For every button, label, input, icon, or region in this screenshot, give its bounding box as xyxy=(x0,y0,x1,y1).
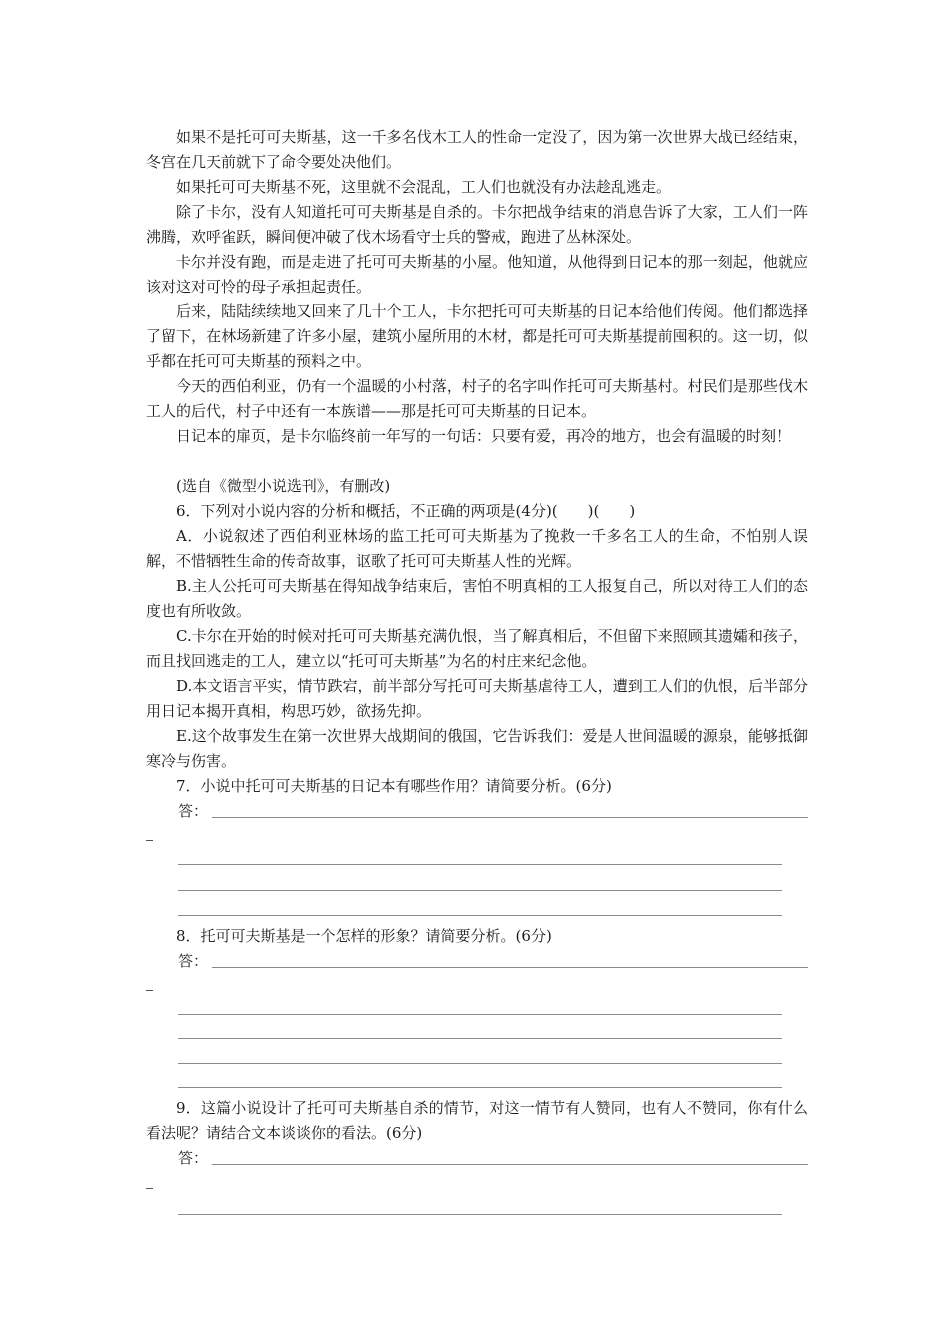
answer-rule xyxy=(212,817,808,818)
answer-blank-line[interactable] xyxy=(178,864,782,865)
story-paragraph: 如果不是托可可夫斯基，这一千多名伐木工人的性命一定没了，因为第一次世界大战已经结束，冬宫在几天前就下了命令要处决他们。 xyxy=(146,128,808,171)
story-paragraph: 日记本的扉页，是卡尔临终前一年写的一句话：只要有爱，再冷的地方，也会有温暖的时刻！ xyxy=(176,427,792,445)
answer-blank-line[interactable] xyxy=(178,1038,782,1039)
story-paragraph: 后来，陆陆续续地又回来了几十个工人，卡尔把托可可夫斯基的日记本给他们传阅。他们都选择了留下，在林场新建了许多小屋，建筑小屋所用的木材，都是托可可夫斯基提前囤积的。这一切，似乎都在托可可夫斯基的预料之中。 xyxy=(146,302,808,370)
answer-blank-line[interactable] xyxy=(178,915,782,916)
question-6-option-a: A．小说叙述了西伯利亚林场的监工托可可夫斯基为了挽救一千多名工人的生命，不怕别人误解，不惜牺牲生命的传奇故事，讴歌了托可可夫斯基人性的光辉。 xyxy=(146,527,808,570)
question-8-answer-line[interactable] xyxy=(178,949,808,974)
question-7-answer-line[interactable] xyxy=(178,799,808,824)
question-9-stem: 9．这篇小说设计了托可可夫斯基自杀的情节，对这一情节有人赞同，也有人不赞同，你有什么看法呢？请结合文本谈谈你的看法。(6分) xyxy=(146,1099,808,1142)
story-paragraph: 卡尔并没有跑，而是走进了托可可夫斯基的小屋。他知道，从他得到日记本的那一刻起，他就应该对这对可怜的母子承担起责任。 xyxy=(146,253,808,296)
question-6-option-c: C.卡尔在开始的时候对托可可夫斯基充满仇恨，当了解真相后，不但留下来照顾其遗孀和孩子，而且找回逃走的工人，建立以“托可可夫斯基”为名的村庄来纪念他。 xyxy=(146,627,808,670)
answer-label: 答： xyxy=(178,952,209,970)
answer-label: 答： xyxy=(178,1149,209,1167)
question-7-stem: 7．小说中托可可夫斯基的日记本有哪些作用？请简要分析。(6分) xyxy=(176,777,612,795)
line-dash xyxy=(146,840,153,841)
answer-blank-line[interactable] xyxy=(178,890,782,891)
question-6-option-b: B.主人公托可可夫斯基在得知战争结束后，害怕不明真相的工人报复自己，所以对待工人们的态度也有所收敛。 xyxy=(146,577,808,620)
answer-blank-line[interactable] xyxy=(178,1214,782,1215)
answer-rule xyxy=(212,1164,808,1165)
question-6-option-e: E.这个故事发生在第一次世界大战期间的俄国，它告诉我们：爱是人世间温暖的源泉，能够抵御寒冷与伤害。 xyxy=(146,727,808,770)
answer-blank-line[interactable] xyxy=(178,1014,782,1015)
story-paragraph: 如果托可可夫斯基不死，这里就不会混乱，工人们也就没有办法趁乱逃走。 xyxy=(176,178,672,196)
question-6-option-d: D.本文语言平实，情节跌宕，前半部分写托可可夫斯基虐待工人，遭到工人们的仇恨，后半部分用日记本揭开真相，构思巧妙，欲扬先抑。 xyxy=(146,677,808,720)
answer-rule xyxy=(212,967,808,968)
answer-blank-line[interactable] xyxy=(178,1087,782,1088)
story-paragraph: 除了卡尔，没有人知道托可可夫斯基是自杀的。卡尔把战争结束的消息告诉了大家，工人们一阵沸腾，欢呼雀跃，瞬间便冲破了伐木场看守士兵的警戒，跑进了丛林深处。 xyxy=(146,203,808,246)
line-dash xyxy=(146,1188,153,1189)
question-6-stem: 6．下列对小说内容的分析和概括，不正确的两项是(4分)( )( ) xyxy=(176,502,636,520)
answer-blank-line[interactable] xyxy=(178,1063,782,1064)
question-9-answer-line[interactable] xyxy=(178,1146,808,1171)
source-citation: (选自《微型小说选刊》，有删改) xyxy=(176,477,391,495)
question-8-stem: 8．托可可夫斯基是一个怎样的形象？请简要分析。(6分) xyxy=(176,927,552,945)
story-paragraph: 今天的西伯利亚，仍有一个温暖的小村落，村子的名字叫作托可可夫斯基村。村民们是那些伐木工人的后代，村子中还有一本族谱——那是托可可夫斯基的日记本。 xyxy=(146,377,808,420)
answer-label: 答： xyxy=(178,802,209,820)
line-dash xyxy=(146,990,153,991)
